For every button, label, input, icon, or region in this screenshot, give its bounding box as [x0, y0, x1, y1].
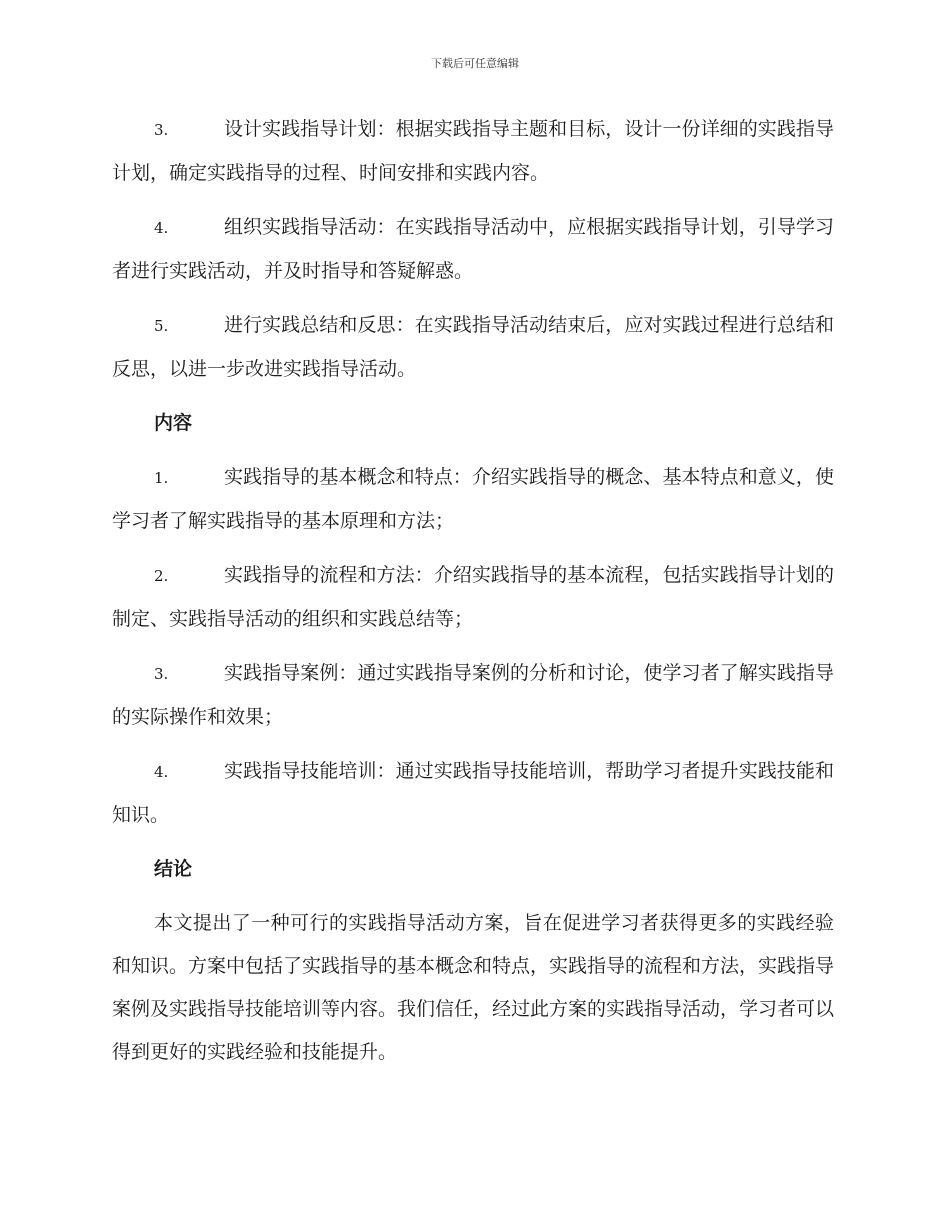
- item-text: 进行实践总结和反思：在实践指导活动结束后，应对实践过程进行总结和反思，以进一步改进实践指导活动。: [112, 314, 834, 380]
- conclusion-paragraph: 本文提出了一种可行的实践指导活动方案，旨在促进学习者获得更多的实践经验和知识。方案中包括了实践指导的基本概念和特点，实践指导的流程和方法，实践指导案例及实践指导技能培训等内容。我们信任，经过此方案的实践指导活动，学习者可以得到更好的实践经验和技能提升。: [112, 912, 835, 1063]
- item-text: 实践指导案例：通过实践指导案例的分析和讨论，使学习者了解实践指导的实际操作和效果；: [112, 662, 834, 728]
- item-number: 4.: [154, 219, 169, 237]
- content-item: [112, 652, 834, 739]
- item-text: 实践指导的流程和方法：介绍实践指导的基本流程，包括实践指导计划的制定、实践指导活动的组织和实践总结等；: [112, 564, 834, 630]
- header-note: 下载后可任意编辑: [431, 57, 519, 70]
- document-body: [112, 108, 834, 1074]
- content-item: [112, 554, 834, 641]
- step-item: [112, 304, 834, 391]
- item-text: 实践指导的基本概念和特点：介绍实践指导的概念、基本特点和意义，使学习者了解实践指导的基本原理和方法；: [112, 466, 834, 532]
- content-item: [112, 456, 834, 543]
- item-text: 设计实践指导计划：根据实践指导主题和目标，设计一份详细的实践指导计划，确定实践指导的过程、时间安排和实践内容。: [112, 118, 834, 184]
- step-item: [112, 108, 834, 195]
- item-text: 组织实践指导活动：在实践指导活动中，应根据实践指导计划，引导学习者进行实践活动，并及时指导和答疑解惑。: [112, 216, 834, 282]
- step-item: [112, 206, 834, 293]
- item-number: 3.: [154, 121, 169, 139]
- item-number: 1.: [154, 469, 169, 487]
- item-number: 2.: [154, 567, 169, 585]
- conclusion-heading: 结论: [154, 858, 193, 880]
- item-number: 3.: [154, 665, 169, 683]
- item-number: 4.: [154, 763, 169, 781]
- content-item: [112, 750, 834, 837]
- item-number: 5.: [154, 317, 169, 335]
- content-heading: 内容: [154, 412, 193, 434]
- item-text: 实践指导技能培训：通过实践指导技能培训，帮助学习者提升实践技能和知识。: [112, 760, 834, 826]
